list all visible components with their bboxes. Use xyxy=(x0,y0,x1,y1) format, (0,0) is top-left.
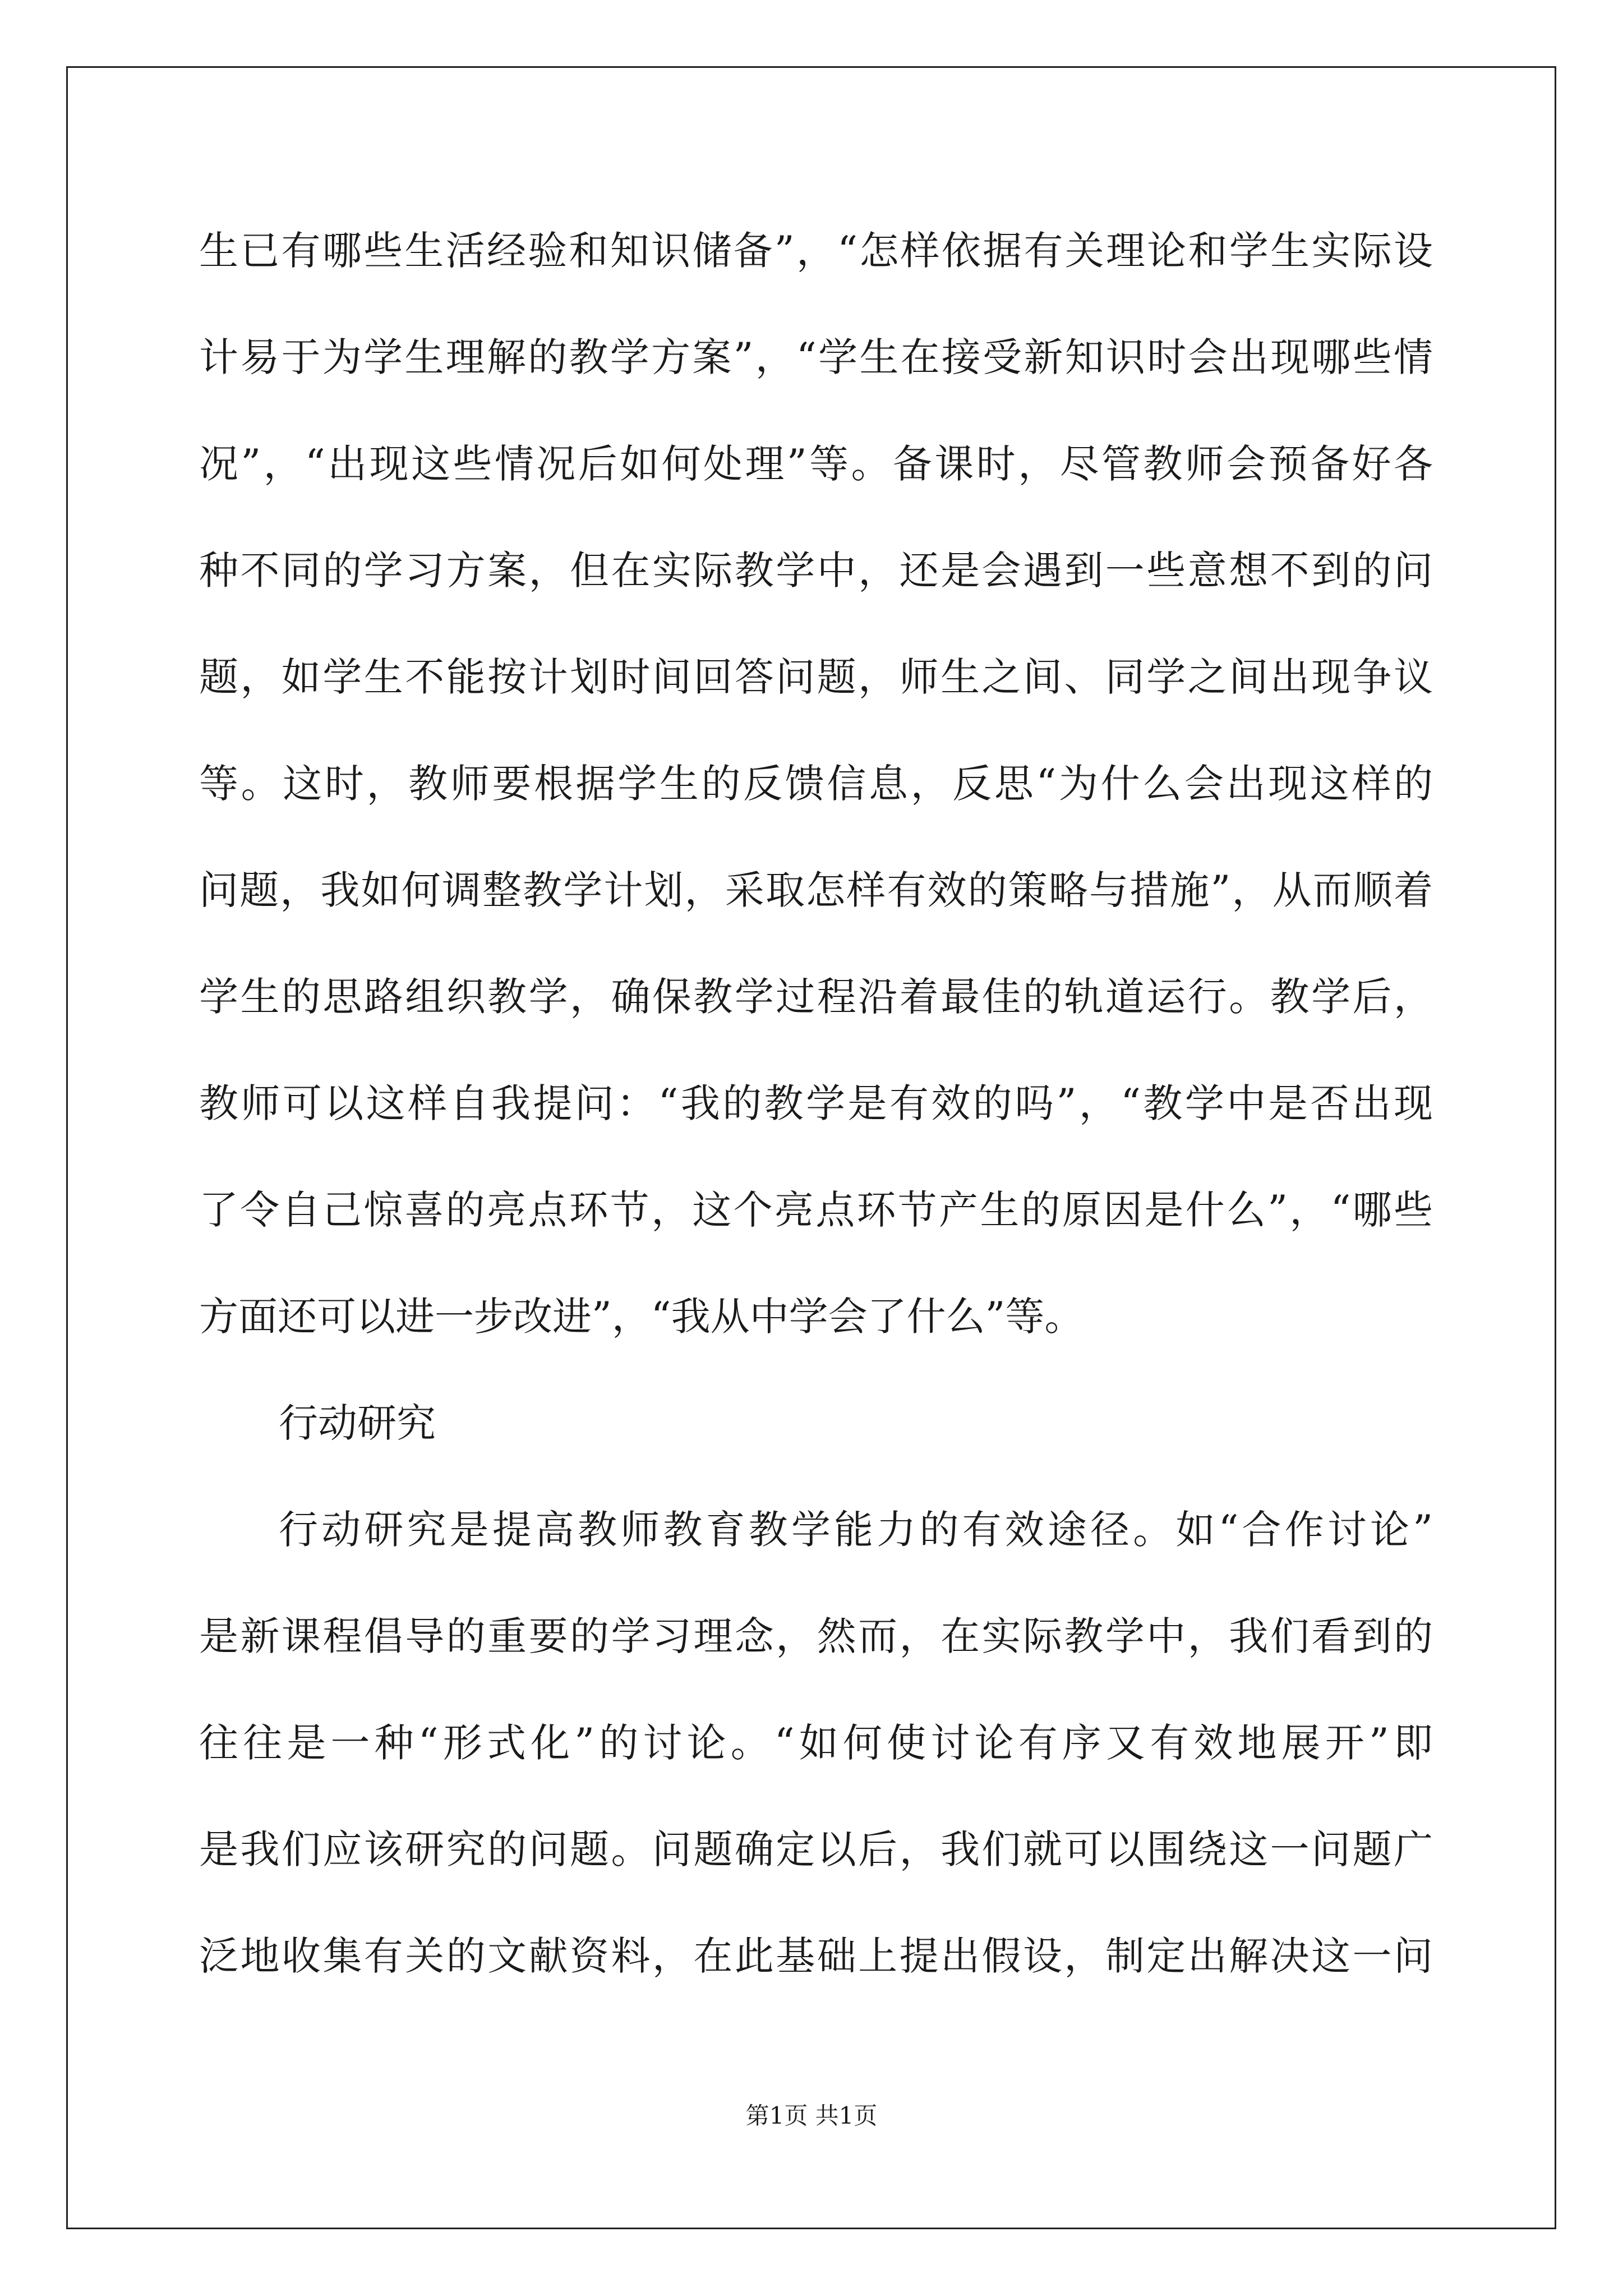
text-line: 种不同的学习方案，但在实际教学中，还是会遇到一些意想不到的问 xyxy=(199,547,1433,593)
text-line: 是我们应该研究的问题。问题确定以后，我们就可以围绕这一问题广 xyxy=(199,1826,1433,1872)
text-line: 计易于为学生理解的教学方案”，“学生在接受新知识时会出现哪些情 xyxy=(199,334,1433,380)
text-line: 是新课程倡导的重要的学习理念，然而，在实际教学中，我们看到的 xyxy=(199,1613,1433,1659)
text-line: 方面还可以进一步改进”，“我从中学会了什么”等。 xyxy=(199,1294,1084,1340)
text-line: 往往是一种“形式化”的讨论。“如何使讨论有序又有效地展开”即 xyxy=(199,1720,1433,1766)
text-line: 问题，我如何调整教学计划，采取怎样有效的策略与措施”，从而顺着 xyxy=(199,867,1433,913)
text-line: 了令自己惊喜的亮点环节，这个亮点环节产生的原因是什么”，“哪些 xyxy=(199,1187,1433,1233)
section-heading: 行动研究 xyxy=(279,1400,436,1446)
text-line: 题，如学生不能按计划时间回答问题，师生之间、同学之间出现争议 xyxy=(199,654,1433,700)
text-line: 学生的思路组织教学，确保教学过程沿着最佳的轨道运行。教学后， xyxy=(199,974,1433,1020)
text-line: 生已有哪些生活经验和知识储备”，“怎样依据有关理论和学生实际设 xyxy=(199,228,1433,274)
text-line: 等。这时，教师要根据学生的反馈信息，反思“为什么会出现这样的 xyxy=(199,761,1433,807)
text-line: 教师可以这样自我提问：“我的教学是有效的吗”，“教学中是否出现 xyxy=(199,1080,1433,1126)
page-number-footer: 第1页 共1页 xyxy=(745,2102,878,2129)
text-line: 况”，“出现这些情况后如何处理”等。备课时，尽管教师会预备好各 xyxy=(199,441,1433,487)
text-line: 泛地收集有关的文献资料，在此基础上提出假设，制定出解决这一问 xyxy=(199,1933,1433,1979)
text-line: 行动研究是提高教师教育教学能力的有效途径。如“合作讨论” xyxy=(279,1507,1433,1553)
document-body xyxy=(199,214,1433,2026)
